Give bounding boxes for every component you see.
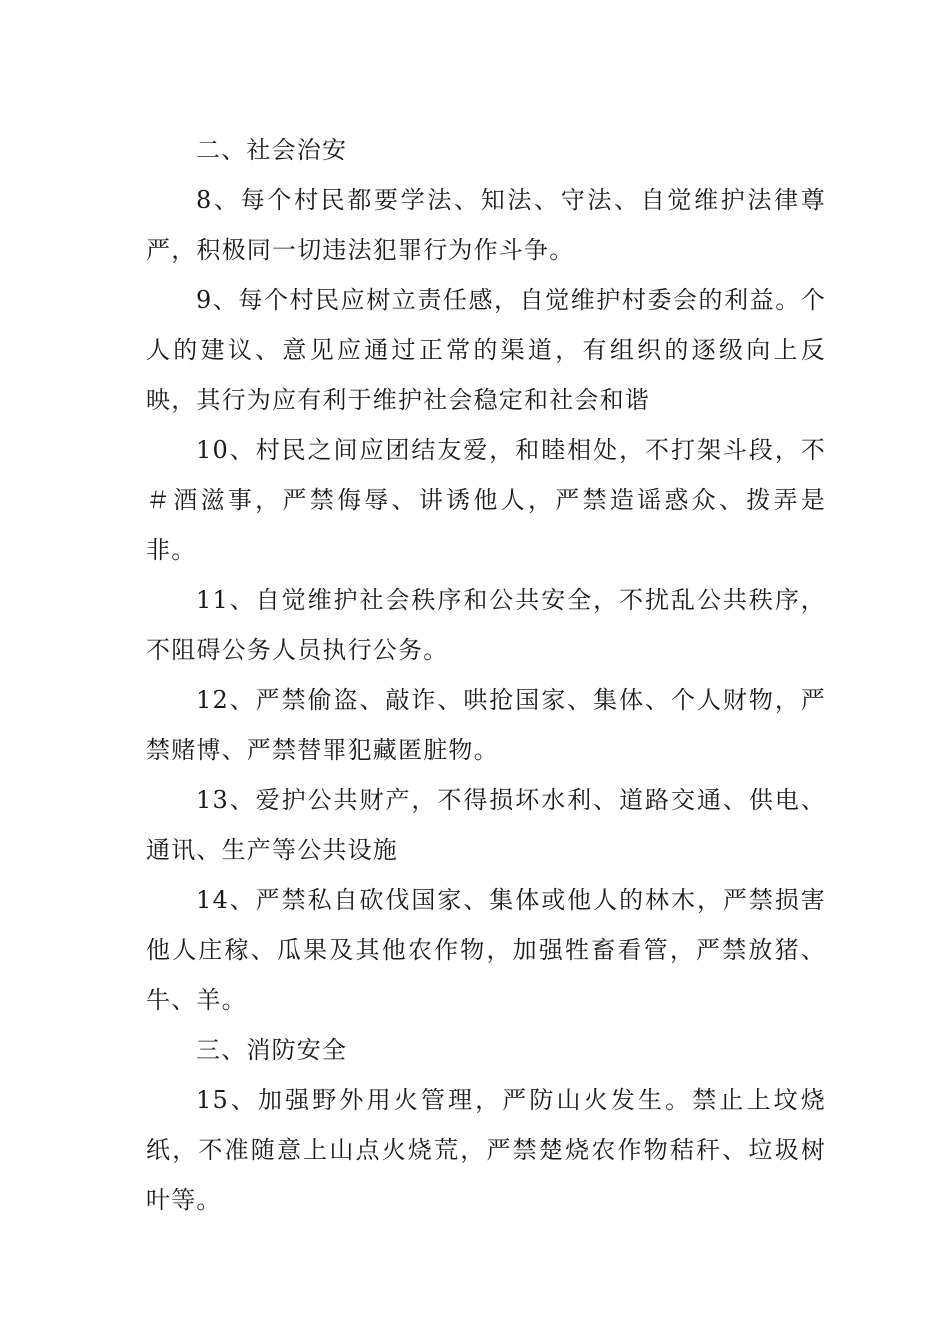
paragraph-item-9: 9、每个村民应树立责任感，自觉维护村委会的利益。个人的建议、意见应通过正常的渠道，有组织的逐级向上反映，其行为应有利于维护社会稳定和社会和谐 <box>146 286 826 414</box>
paragraph-item-11: 11、自觉维护社会秩序和公共安全，不扰乱公共秩序，不阻碍公务人员执行公务。 <box>146 586 826 664</box>
section-heading-fire-safety: 三、消防安全 <box>196 1036 348 1064</box>
section-heading-public-security: 二、社会治安 <box>196 136 348 164</box>
paragraph-item-15: 15、加强野外用火管理，严防山火发生。禁止上坟烧纸，不准随意上山点火烧荒，严禁楚烧农作物秸秆、垃圾树叶等。 <box>146 1086 826 1214</box>
paragraph-item-13: 13、爱护公共财产，不得损坏水利、道路交通、供电、通讯、生产等公共设施 <box>146 786 826 864</box>
paragraph-item-14: 14、严禁私自砍伐国家、集体或他人的林木，严禁损害他人庄稼、瓜果及其他农作物，加强牲畜看管，严禁放猪、牛、羊。 <box>146 886 826 1014</box>
paragraph-item-8: 8、每个村民都要学法、知法、守法、自觉维护法律尊严，积极同一切违法犯罪行为作斗争。 <box>146 186 826 264</box>
paragraph-item-12: 12、严禁偷盗、敲诈、哄抢国家、集体、个人财物，严禁赌博、严禁替罪犯藏匿脏物。 <box>146 686 826 764</box>
document-body <box>146 125 826 1225</box>
paragraph-item-10: 10、村民之间应团结友爱，和睦相处，不打架斗段，不＃酒滋事，严禁侮辱、讲诱他人，严禁造谣惑众、拨弄是非。 <box>146 436 826 564</box>
